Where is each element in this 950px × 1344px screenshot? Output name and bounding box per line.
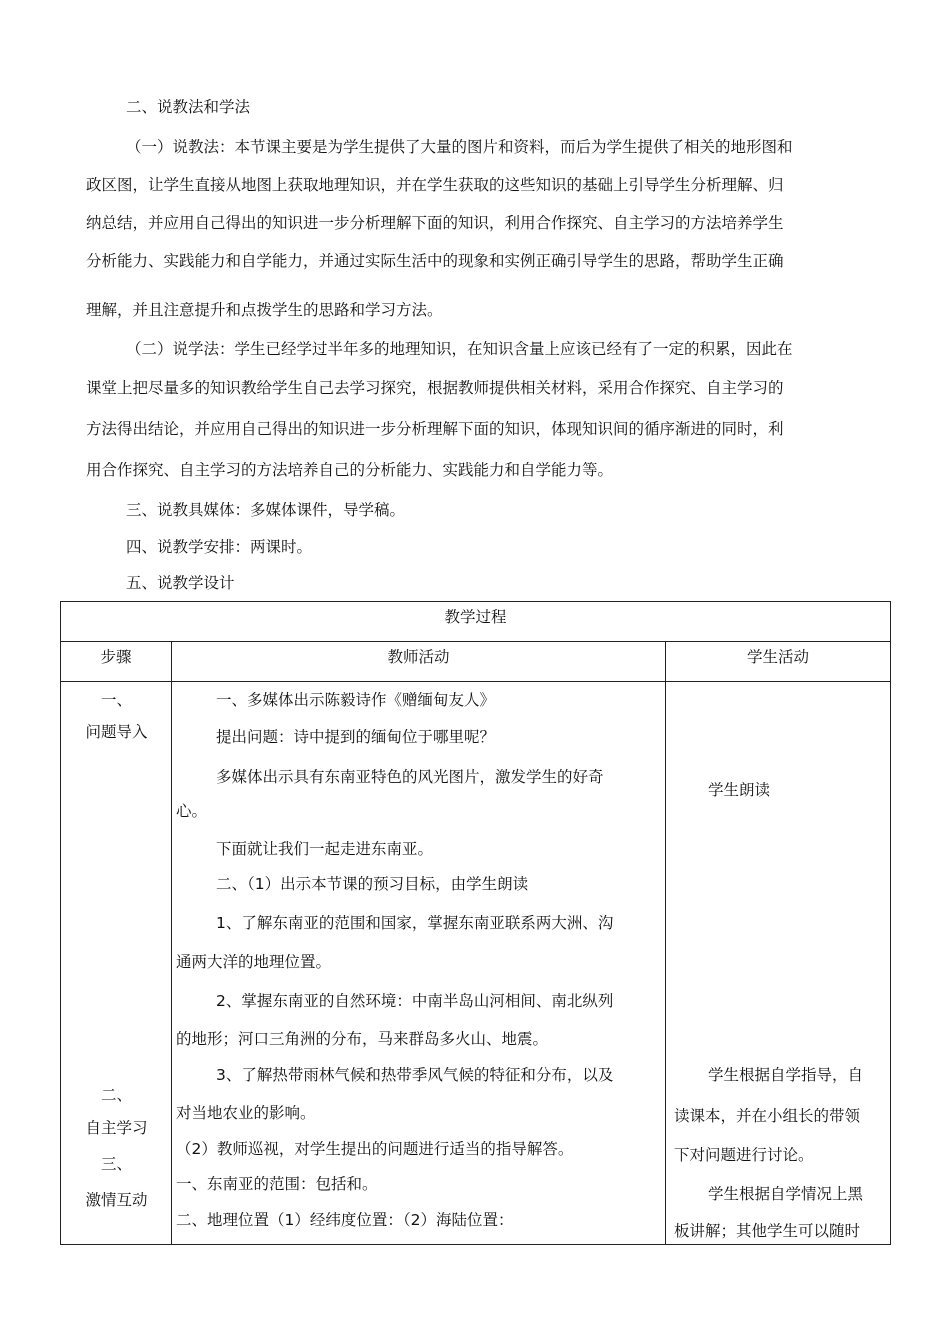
header-student: 学生活动 — [747, 648, 810, 666]
table-caption: 教学过程 — [444, 608, 507, 626]
teacher-line: 一、多媒体出示陈毅诗作《赠缅甸友人》 — [216, 691, 496, 709]
lesson-process-table — [60, 601, 891, 1245]
section-design-heading: 五、说教学设计 — [126, 574, 235, 592]
step-column-cell — [61, 682, 172, 1245]
teach-method-line: 理解，并且注意提升和点拨学生的思路和学习方法。 — [86, 301, 443, 319]
learn-method-line: 用合作探究、自主学习的方法培养自己的分析能力、实践能力和自学能力等。 — [86, 461, 614, 479]
teacher-line: 一、东南亚的范围：包括和。 — [176, 1175, 378, 1193]
student-line: 板讲解；其他学生可以随时 — [674, 1222, 861, 1240]
student-line: 下对问题进行讨论。 — [674, 1146, 814, 1164]
student-activity-cell — [666, 682, 891, 1245]
teach-method-line: （一）说教法：本节课主要是为学生提供了大量的图片和资料，而后为学生提供了相关的地形图和 — [126, 138, 793, 156]
section-media: 三、说教具媒体：多媒体课件，导学稿。 — [126, 501, 406, 519]
teach-method-line: 纳总结，并应用自己得出的知识进一步分析理解下面的知识，利用合作探究、自主学习的方法培养学生 — [86, 214, 784, 232]
teach-method-line: 分析能力、实践能力和自学能力，并通过实际生活中的现象和实例正确引导学生的思路，帮助学生正确 — [86, 252, 784, 270]
section-heading-methods: 二、说教法和学法 — [126, 98, 251, 116]
header-teacher-cell — [172, 642, 666, 682]
teach-method-line: 政区图，让学生直接从地图上获取地理知识，并在学生获取的这些知识的基础上引导学生分析理解、归 — [86, 176, 784, 194]
teacher-line: 下面就让我们一起走进东南亚。 — [216, 840, 434, 858]
teacher-line: 3、了解热带雨林气候和热带季风气候的特征和分布，以及 — [216, 1066, 614, 1084]
learn-method-line: 方法得出结论，并应用自己得出的知识进一步分析理解下面的知识，体现知识间的循序渐进的同时，利 — [86, 420, 784, 438]
teacher-activity-cell — [172, 682, 666, 1245]
teacher-line: （2）教师巡视，对学生提出的问题进行适当的指导解答。 — [176, 1140, 574, 1158]
step-1-number: 一、 — [100, 691, 132, 709]
header-step: 步骤 — [100, 648, 132, 666]
teacher-line: 的地形；河口三角洲的分布，马来群岛多火山、地震。 — [176, 1030, 549, 1048]
table-caption-cell — [61, 602, 891, 642]
student-line: 学生根据自学指导，自 — [708, 1066, 864, 1084]
teacher-line: 1、了解东南亚的范围和国家，掌握东南亚联系两大洲、沟 — [216, 914, 614, 932]
teacher-line: 提出问题：诗中提到的缅甸位于哪里呢？ — [216, 728, 496, 746]
teacher-line: 心。 — [176, 802, 208, 820]
step-2-name: 自主学习 — [85, 1119, 148, 1137]
student-line: 学生根据自学情况上黑 — [708, 1185, 864, 1203]
learn-method-line: 课堂上把尽量多的知识教给学生自己去学习探究，根据教师提供相关材料，采用合作探究、自主学习的 — [86, 379, 784, 397]
step-3-name: 激情互动 — [85, 1191, 148, 1209]
step-1-name: 问题导入 — [85, 723, 148, 741]
teacher-line: 二、（1）出示本节课的预习目标，由学生朗读 — [216, 875, 529, 893]
student-line: 学生朗读 — [708, 781, 771, 799]
step-2-number: 二、 — [100, 1086, 132, 1104]
header-step-cell — [61, 642, 172, 682]
teacher-line: 多媒体出示具有东南亚特色的风光图片，激发学生的好奇 — [216, 768, 604, 786]
learn-method-line: （二）说学法：学生已经学过半年多的地理知识，在知识含量上应该已经有了一定的积累，因此在 — [126, 340, 793, 358]
student-line: 读课本，并在小组长的带领 — [674, 1107, 861, 1125]
header-student-cell — [666, 642, 891, 682]
teacher-line: 对当地农业的影响。 — [176, 1104, 316, 1122]
section-schedule: 四、说教学安排：两课时。 — [126, 538, 313, 556]
step-3-number: 三、 — [100, 1155, 132, 1173]
header-teacher: 教师活动 — [387, 648, 450, 666]
teacher-line: 2、掌握东南亚的自然环境：中南半岛山河相间、南北纵列 — [216, 992, 614, 1010]
teacher-line: 二、地理位置（1）经纬度位置：（2）海陆位置： — [176, 1211, 514, 1229]
teacher-line: 通两大洋的地理位置。 — [176, 953, 332, 971]
